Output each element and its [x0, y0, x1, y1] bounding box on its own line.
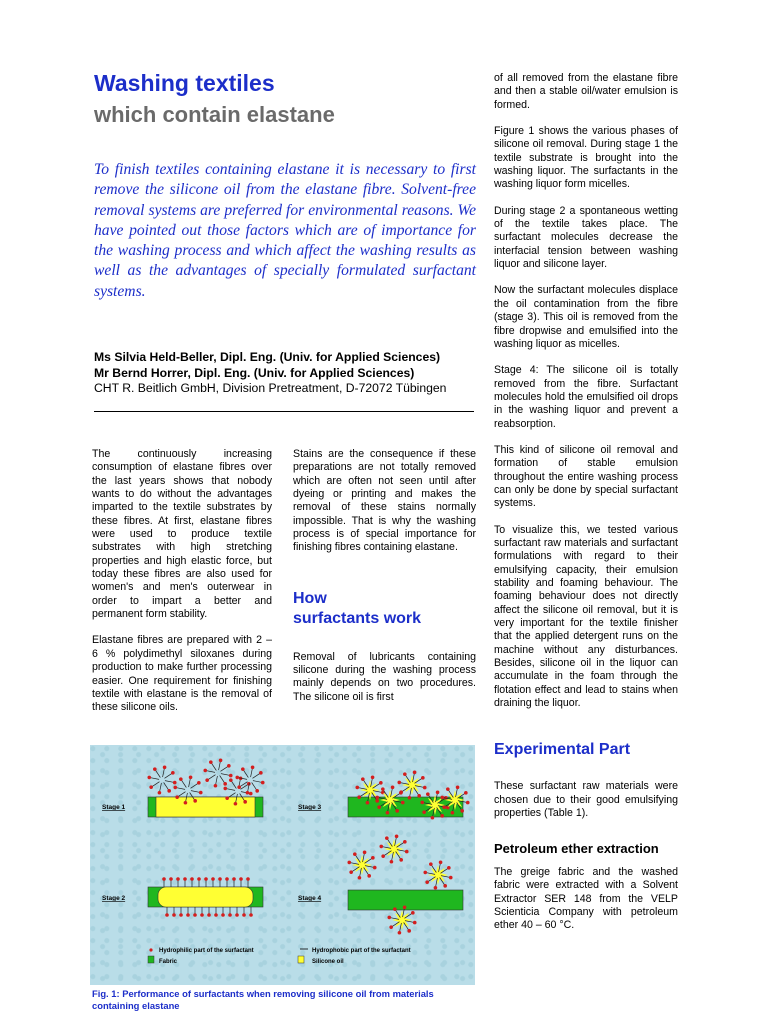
micelle	[347, 850, 376, 879]
paragraph: Stains are the consequence if these preparations are not totally removed which are often not seen until after dyeing or printing and makes the removal of these stains normally impossible. That is why the washing process is of special importance for finishing fibres containing elastane.	[293, 448, 476, 554]
surfactant-head	[162, 877, 166, 881]
stage-3-label: Stage 3	[298, 804, 322, 811]
paragraph: The greige fabric and the washed fabric were extracted with a Solvent Extractor SER 148 from the VELP Scienticia Company with petroleum ether 40 – 60 °C.	[494, 865, 678, 932]
surfactant-head	[214, 913, 218, 917]
surfactant-head	[246, 877, 250, 881]
stage-1-label: Stage 1	[102, 804, 126, 811]
intro-abstract: To finish textiles containing elastane it is necessary to first remove the silicone oil from the elastane fibre. Solvent-free removal systems are preferred for environmental reasons. We have pointed out those factors which are of importance for the washing process and which affect the washing results as well as the advantages of specially formulated surfactant systems.	[94, 161, 476, 300]
surfactant-head	[218, 877, 222, 881]
legend-hydrophilic: Hydrophilic part of the surfactant	[159, 948, 254, 954]
surfactant-head	[228, 913, 232, 917]
paragraph: These surfactant raw materials were chosen due to their good emulsifying properties (Table 1).	[494, 780, 678, 820]
section-heading-experimental-part: Experimental Part	[494, 741, 631, 759]
surfactant-head	[172, 913, 176, 917]
column-3	[494, 72, 678, 946]
surfactant-head	[183, 877, 187, 881]
heading-line: surfactants work	[293, 609, 422, 627]
paragraph: Now the surfactant molecules displace the oil contamination from the fibre (stage 3). This oil is removed from the fibre dropwise and emulsified into the washing liquor as micelles.	[494, 284, 678, 350]
silicone-oil-stage-2	[158, 887, 253, 907]
fabric-legend-symbol	[148, 956, 154, 963]
paragraph: Figure 1 shows the various phases of silicone oil removal. During stage 1 the textile substrate is brought into the washing liquor. The surfactants in the washing liquor form micelles.	[494, 125, 678, 191]
surfactant-head	[193, 913, 197, 917]
surfactant-head	[242, 913, 246, 917]
author-2: Mr Bernd Horrer, Dipl. Eng. (Univ. for Applied Sciences)	[94, 365, 415, 380]
surfactant-head	[204, 877, 208, 881]
surfactant-head	[239, 877, 243, 881]
column-2	[293, 448, 476, 717]
subheading-petroleum-ether: Petroleum ether extraction	[494, 841, 659, 857]
surfactant-head	[165, 913, 169, 917]
author-1: Ms Silvia Held-Beller, Dipl. Eng. (Univ. for Applied Sciences)	[94, 350, 441, 364]
paragraph: To visualize this, we tested various surfactant raw materials and surfactant formulations with regard to their emulsifying capacity, their emulsion stability and foaming behaviour. The foaming behaviour does not directly affect the silicone oil removal, but it is very important for the textile finisher that the applied detergent runs on the machine without any disturbances. Besides, silicone oil in the liquor can accumulate in the foam through the flotation effect and lead to stains when draining the liquor.	[494, 523, 678, 710]
figure-1	[90, 745, 475, 985]
micelle	[423, 860, 452, 889]
surfactant-head	[176, 877, 180, 881]
column-1	[92, 448, 272, 728]
figure-diagram	[90, 745, 475, 985]
author-block	[94, 350, 484, 397]
article-title: Washing textiles	[94, 70, 275, 96]
paragraph: This kind of silicone oil removal and formation of stable emulsion throughout the entire washing process can only be done by special surfactant systems.	[494, 443, 678, 510]
surfactant-head	[169, 877, 173, 881]
silicone-oil-stage-1	[156, 797, 255, 817]
surfactant-head	[225, 877, 229, 881]
surfactant-head	[197, 877, 201, 881]
surfactant-head	[232, 877, 236, 881]
divider	[94, 411, 474, 412]
paragraph: During stage 2 a spontaneous wetting of the textile takes place. The surfactant molecules decrease the interfacial tension between washing liquor and silicone layer.	[494, 204, 678, 271]
surfactant-head	[190, 877, 194, 881]
legend-silicone: Silicone oil	[312, 959, 344, 965]
heading-line: How	[293, 589, 327, 607]
legend-hydrophobic: Hydrophobic part of the surfactant	[312, 948, 411, 954]
stage-2-label: Stage 2	[102, 895, 126, 902]
surfactant-head	[211, 877, 215, 881]
surfactant-head	[221, 913, 225, 917]
article-subtitle: which contain elastane	[94, 102, 335, 127]
paragraph: of all removed from the elastane fibre and then a stable oil/water emulsion is formed.	[494, 72, 678, 111]
section-heading-how-surfactants-work	[293, 589, 476, 629]
micelle	[379, 834, 408, 863]
paragraph: Stage 4: The silicone oil is totally removed from the fibre. Surfactant molecules hold the emulsified oil drops in the washing liquor and prevent a reabsorption.	[494, 364, 678, 430]
figure-caption: Fig. 1: Performance of surfactants when removing silicone oil from materials containing elastane	[92, 988, 434, 1011]
stage-4-label: Stage 4	[298, 895, 322, 902]
micelle	[147, 765, 176, 794]
paragraph: Elastane fibres are prepared with 2 – 6 % polydimethyl siloxanes during production to make further processing easier. One requirement for finishing textile with elastane is the removal of these silicone oils.	[92, 634, 272, 714]
surfactant-head	[200, 913, 204, 917]
silicone-legend-symbol	[298, 956, 304, 963]
hydrophilic-legend-symbol	[149, 948, 152, 951]
legend-fabric: Fabric	[159, 959, 178, 965]
micelle	[397, 770, 426, 799]
surfactant-head	[249, 913, 253, 917]
micelle	[203, 758, 232, 787]
micelle	[235, 765, 264, 794]
affiliation: CHT R. Beitlich GmbH, Division Pretreatment, D-72072 Tübingen	[94, 381, 447, 396]
surfactant-head	[207, 913, 211, 917]
paragraph: Removal of lubricants containing silicone during the washing process mainly depends on two procedures. The silicone oil is first	[293, 650, 476, 703]
paragraph: The continuously increasing consumption of elastane fibres over the last years shows that nobody wants to do without the advantages imparted to the textile substrates by these fibres. At first, elastane fibres were used to produce textile substrates with high stretching properties and high elastic force, but today these fibres are also used for women's and men's outerwear in order to impart a better and permanent form stability.	[92, 448, 272, 621]
surfactant-head	[235, 913, 239, 917]
surfactant-head	[186, 913, 190, 917]
surfactant-head	[179, 913, 183, 917]
